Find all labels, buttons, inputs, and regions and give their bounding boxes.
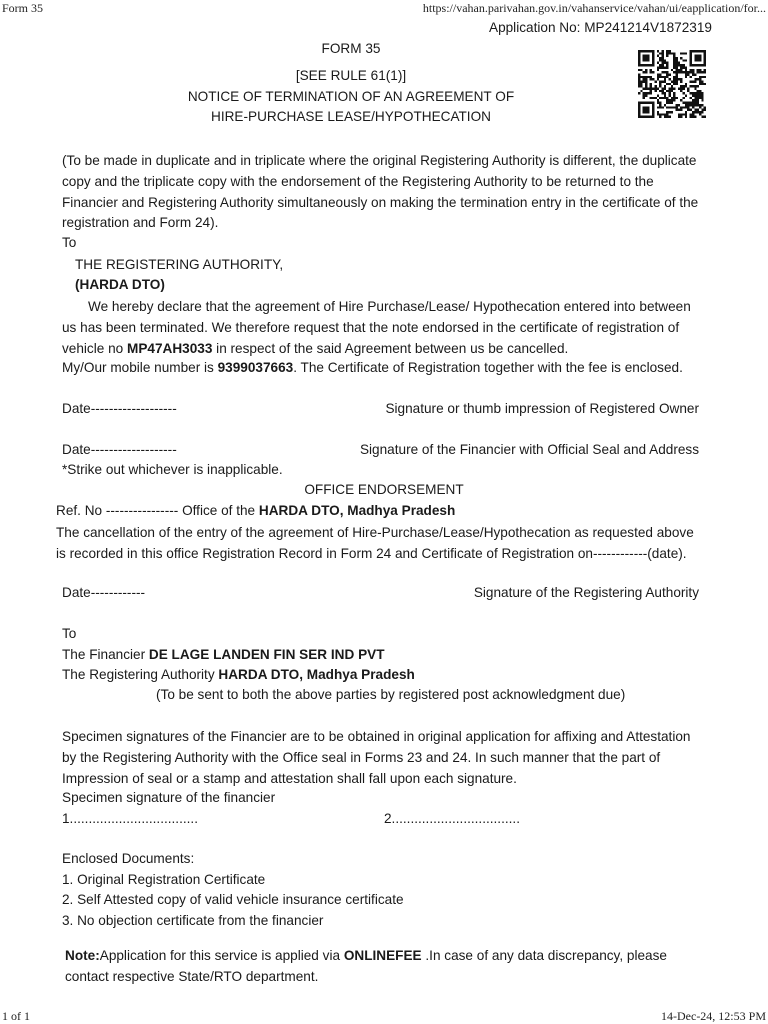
office-endorsement-heading: OFFICE ENDORSEMENT — [304, 482, 464, 497]
form-title-line1: NOTICE OF TERMINATION OF AN AGREEMENT OF — [187, 89, 515, 104]
reference-prefix: Ref. No ---------------- Office of the — [56, 503, 259, 518]
declaration-text-2: in respect of the said Agreement between us be cancelled. — [212, 340, 569, 356]
financier-name: DE LAGE LANDEN FIN SER IND PVT — [148, 647, 385, 662]
financier-signature-label: Signature of the Financier with Official Seal and Address — [359, 442, 699, 457]
note-label: Note: — [65, 948, 100, 963]
to-label-2: To — [62, 626, 77, 641]
enclosed-title: Enclosed Documents: — [62, 851, 195, 866]
owner-signature-label: Signature or thumb impression of Registered Owner — [385, 401, 699, 416]
enclosed-item-2: 2. Self Attested copy of valid vehicle insurance certificate — [62, 892, 404, 907]
print-page-title: Form 35 — [2, 1, 44, 15]
enclosed-item-1: 1. Original Registration Certificate — [62, 872, 266, 887]
mobile-line — [62, 360, 683, 375]
specimen-paragraph: Specimen signatures of the Financier are to be obtained in original application for affixing and Attestation by the Registering Authority with the Office seal in Forms 23 and 24. In such manner that the part of Impression of seal or a stamp and attestation shall fall upon each signature. — [62, 729, 691, 786]
financier-date: Date------------------- — [62, 442, 177, 457]
registering-authority-heading: THE REGISTERING AUTHORITY, — [75, 257, 284, 272]
rule-reference: [SEE RULE 61(1)] — [295, 68, 407, 83]
to-label: To — [62, 235, 77, 250]
authority-date: Date------------ — [62, 585, 146, 600]
vehicle-number: MP47AH3033 — [127, 340, 213, 356]
mobile-prefix: My/Our mobile number is — [62, 360, 218, 375]
rto-name: (HARDA DTO) — [75, 277, 165, 292]
note-text-2: .In case of any data discrepancy, please contact respective State/RTO department. — [65, 948, 667, 984]
declaration-paragraph — [62, 297, 708, 359]
note-paragraph — [65, 946, 708, 988]
financier-prefix: The Financier — [62, 647, 149, 662]
print-datetime: 14-Dec-24, 12:53 PM — [661, 1009, 766, 1023]
mobile-suffix: . The Certificate of Registration together with the fee is enclosed. — [293, 360, 683, 375]
reference-line — [56, 503, 455, 518]
print-page-number: 1 of 1 — [2, 1009, 30, 1023]
strike-out-note: *Strike out whichever is inapplicable. — [62, 462, 283, 477]
note-text-1: Application for this service is applied via — [99, 948, 344, 963]
owner-date: Date------------------- — [62, 401, 177, 416]
declaration-text-1: We hereby declare that the agreement of Hire Purchase/Lease/ Hypothecation entered into between us has been terminated. We therefore request that the note endorsed in the certificate of registration of vehicle no — [62, 299, 691, 356]
specimen-signature-1: 1.................................. — [62, 811, 198, 826]
authority-line — [62, 667, 415, 682]
qr-code — [638, 50, 706, 118]
reference-office: HARDA DTO, Madhya Pradesh — [258, 503, 456, 518]
financier-line — [62, 647, 385, 662]
mobile-number: 9399037663 — [217, 360, 294, 375]
cancellation-paragraph: The cancellation of the entry of the agreement of Hire-Purchase/Lease/Hypothecation as requested above is recorded in this office Registration Record in Form 24 and Certificate of Registration on------------(date). — [56, 525, 694, 561]
specimen-label: Specimen signature of the financier — [62, 790, 276, 805]
post-note: (To be sent to both the above parties by registered post acknowledgment due) — [156, 687, 626, 702]
application-number: Application No: MP241214V1872319 — [489, 20, 712, 35]
authority-signature-label: Signature of the Registering Authority — [473, 585, 699, 600]
form-number: FORM 35 — [321, 41, 381, 56]
authority-prefix: The Registering Authority — [62, 667, 219, 682]
form-title-line2: HIRE-PURCHASE LEASE/HYPOTHECATION — [211, 109, 491, 124]
print-url: https://vahan.parivahan.gov.in/vahanservice/vahan/ui/eapplication/for... — [422, 1, 766, 15]
instruction-paragraph: (To be made in duplicate and in triplicate where the original Registering Authority is different, the duplicate copy and the triplicate copy with the endorsement of the Registering Authority to be returned to the Financier and Registering Authority simultaneously on making the termination entry in the certificate of the registration and Form 24). — [62, 153, 699, 231]
enclosed-item-3: 3. No objection certificate from the financier — [62, 913, 324, 928]
authority-name: HARDA DTO, Madhya Pradesh — [218, 667, 415, 682]
specimen-signature-2: 2.................................. — [384, 811, 520, 826]
application-mode: ONLINEFEE — [343, 948, 422, 963]
